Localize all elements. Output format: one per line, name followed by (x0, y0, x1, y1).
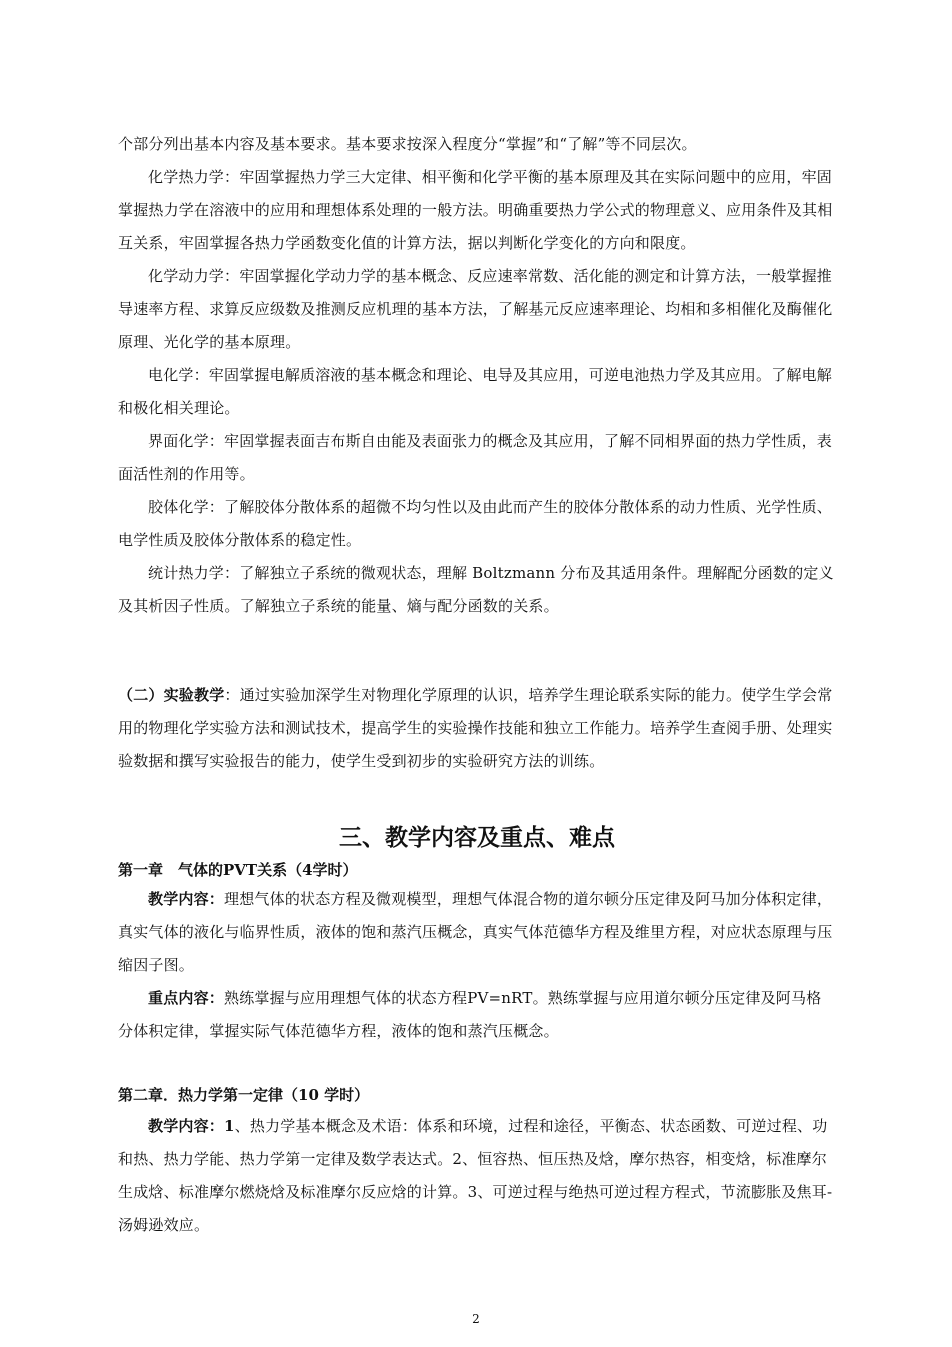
chapter1-key-paragraph (118, 982, 836, 1048)
chapter1-content-text: 理想气体的状态方程及微观模型，理想气体混合物的道尔顿分压定律及阿马加分体积定律，真实气体的液化与临界性质，液体的饱和蒸汽压概念，真实气体范德华方程及维里方程，对应状态原理与压缩因子图。 (118, 890, 833, 974)
requirements-section (118, 128, 836, 623)
kinetics-paragraph: 化学动力学：牢固掌握化学动力学的基本概念、反应速率常数、活化能的测定和计算方法，一般掌握推导速率方程、求算反应级数及推测反应机理的基本方法，了解基元反应速率理论、均相和多相催化及酶催化原理、光化学的基本原理。 (118, 267, 833, 351)
thermo-paragraph: 化学热力学：牢固掌握热力学三大定律、相平衡和化学平衡的基本原理及其在实际问题中的应用，牢固掌握热力学在溶液中的应用和理想体系处理的一般方法。明确重要热力学公式的物理意义、应用条件及其相互关系，牢固掌握各热力学函数变化值的计算方法，据以判断化学变化的方向和限度。 (118, 168, 833, 252)
chapter1-title: 第一章 气体的PVT关系（4学时） (118, 861, 358, 879)
chapter2-content-label: 教学内容：1 (148, 1117, 235, 1135)
chapter2-content-paragraph (118, 1110, 836, 1242)
experiment-paragraph (118, 679, 836, 778)
colloid-paragraph: 胶体化学：了解胶体分散体系的超微不均匀性以及由此而产生的胶体分散体系的动力性质、光学性质、电学性质及胶体分散体系的稳定性。 (118, 498, 833, 549)
chapter1-key-text: 熟练掌握与应用理想气体的状态方程PV=nRT。熟练掌握与应用道尔顿分压定律及阿马格分体积定律，掌握实际气体范德华方程，液体的饱和蒸汽压概念。 (118, 989, 822, 1040)
chapter2-content-text: 、热力学基本概念及术语：体系和环境，过程和途径，平衡态、状态函数、可逆过程、功和热、热力学能、热力学第一定律及数学表达式。2、恒容热、恒压热及焓，摩尔热容，相变焓，标准摩尔生成焓、标准摩尔燃烧焓及标准摩尔反应焓的计算。3、可逆过程与绝热可逆过程方程式，节流膨胀及焦耳-汤姆逊效应。 (118, 1117, 833, 1234)
experiment-section (118, 679, 836, 778)
interface-paragraph: 界面化学：牢固掌握表面吉布斯自由能及表面张力的概念及其应用，了解不同相界面的热力学性质，表面活性剂的作用等。 (118, 432, 833, 483)
chapter1-content-label: 教学内容： (148, 890, 225, 908)
experiment-label: （二）实验教学 (118, 686, 225, 704)
chapter1-key-label: 重点内容： (148, 989, 225, 1007)
electro-paragraph: 电化学：牢固掌握电解质溶液的基本概念和理论、电导及其应用，可逆电池热力学及其应用。了解电解和极化相关理论。 (118, 366, 833, 417)
experiment-text: ：通过实验加深学生对物理化学原理的认识，培养学生理论联系实际的能力。使学生学会常用的物理化学实验方法和测试技术，提高学生的实验操作技能和独立工作能力。培养学生查阅手册、处理实验数据和撰写实验报告的能力，使学生受到初步的实验研究方法的训练。 (118, 686, 833, 770)
intro-line: 个部分列出基本内容及基本要求。基本要求按深入程度分“掌握”和“了解”等不同层次。 (118, 135, 697, 153)
chapter2-title: 第二章．热力学第一定律（10 学时） (118, 1086, 370, 1104)
section-title: 三、教学内容及重点、难点 (339, 824, 615, 851)
chapter1-content-paragraph (118, 883, 836, 982)
page-number: 2 (472, 1312, 480, 1326)
chapter1-body (118, 883, 836, 1048)
chapter2-body (118, 1110, 836, 1242)
statistical-paragraph: 统计热力学：了解独立子系统的微观状态，理解 Boltzmann 分布及其适用条件。理解配分函数的定义及其析因子性质。了解独立子系统的能量、熵与配分函数的关系。 (118, 564, 834, 615)
